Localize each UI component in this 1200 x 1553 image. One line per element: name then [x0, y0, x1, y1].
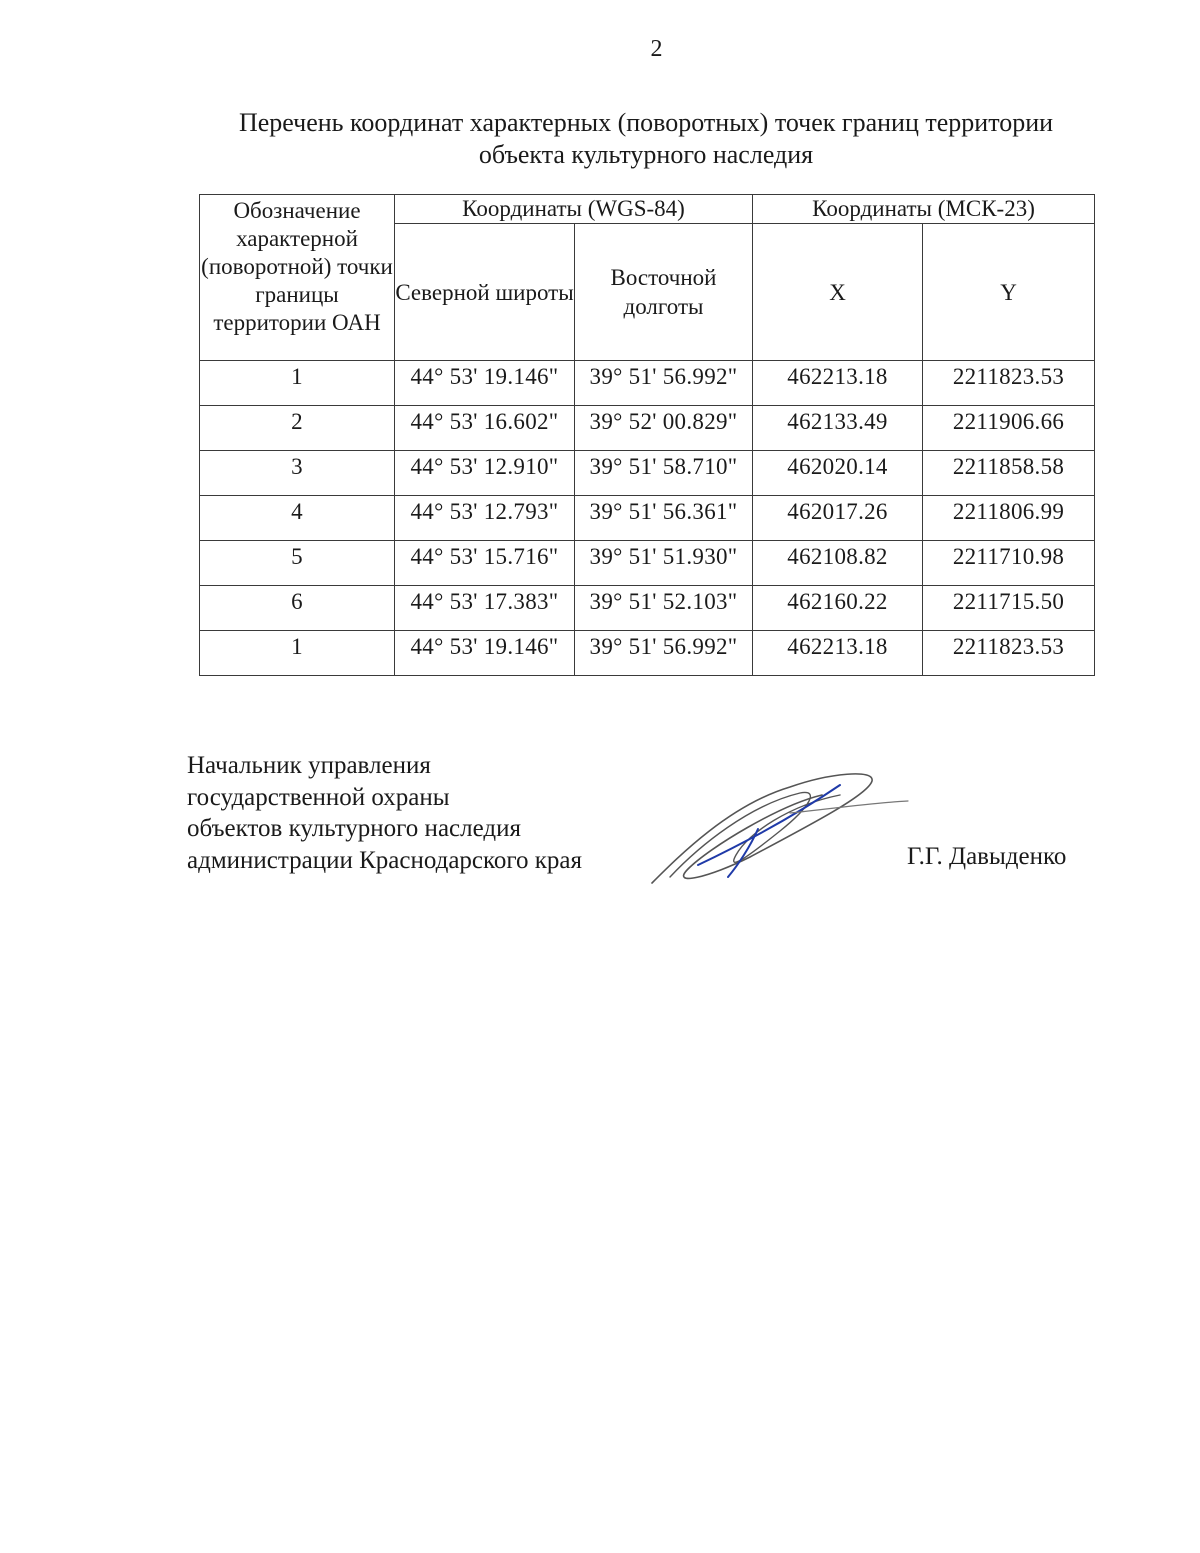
- cell-latitude: 44° 53' 19.146": [395, 631, 575, 676]
- table-row: [200, 496, 1095, 541]
- cell-longitude: 39° 51' 52.103": [575, 586, 753, 631]
- cell-longitude: 39° 51' 56.992": [575, 631, 753, 676]
- cell-point: 2: [200, 406, 395, 451]
- coordinates-table: [199, 194, 1095, 676]
- cell-longitude: 39° 51' 56.361": [575, 496, 753, 541]
- header-longitude: Восточной долготы: [575, 224, 753, 361]
- cell-point: 1: [200, 631, 395, 676]
- cell-latitude: 44° 53' 12.910": [395, 451, 575, 496]
- cell-x: 462020.14: [753, 451, 923, 496]
- cell-point: 1: [200, 361, 395, 406]
- table-row: [200, 631, 1095, 676]
- header-x: X: [753, 224, 923, 361]
- cell-y: 2211715.50: [923, 586, 1095, 631]
- header-latitude: Северной широты: [395, 224, 575, 361]
- title-line-1: Перечень координат характерных (поворотных) точек границ территории: [238, 108, 1054, 137]
- position-line-1: Начальник управления: [187, 752, 431, 779]
- handwritten-signature-icon: [640, 765, 920, 895]
- cell-point: 3: [200, 451, 395, 496]
- position-line-4: администрации Краснодарского края: [187, 846, 583, 874]
- cell-longitude: 39° 51' 51.930": [575, 541, 753, 586]
- document-title: [200, 107, 1092, 171]
- cell-point: 6: [200, 586, 395, 631]
- signature-blue-stroke: [698, 785, 840, 877]
- cell-point: 5: [200, 541, 395, 586]
- header-y: Y: [923, 224, 1095, 361]
- signer-name: Г.Г. Давыденко: [907, 843, 1067, 870]
- cell-latitude: 44° 53' 19.146": [395, 361, 575, 406]
- cell-x: 462160.22: [753, 586, 923, 631]
- cell-y: 2211823.53: [923, 361, 1095, 406]
- cell-y: 2211906.66: [923, 406, 1095, 451]
- position-line-3: объектов культурного наследия: [187, 815, 521, 842]
- cell-x: 462017.26: [753, 496, 923, 541]
- cell-latitude: 44° 53' 12.793": [395, 496, 575, 541]
- position-line-2: государственной охраны: [187, 783, 450, 811]
- title-line-2: объекта культурного наследия: [478, 140, 814, 169]
- table-row: [200, 586, 1095, 631]
- cell-latitude: 44° 53' 15.716": [395, 541, 575, 586]
- cell-y: 2211806.99: [923, 496, 1095, 541]
- cell-y: 2211710.98: [923, 541, 1095, 586]
- cell-y: 2211858.58: [923, 451, 1095, 496]
- cell-y: 2211823.53: [923, 631, 1095, 676]
- cell-x: 462213.18: [753, 631, 923, 676]
- table-row: [200, 406, 1095, 451]
- signatory-position: [187, 750, 582, 876]
- table-row: [200, 451, 1095, 496]
- cell-longitude: 39° 51' 56.992": [575, 361, 753, 406]
- page-number: 2: [650, 36, 663, 62]
- table-header-row: [200, 195, 1095, 224]
- header-msk23-group: Координаты (МСК-23): [753, 195, 1095, 224]
- table-row: [200, 541, 1095, 586]
- header-point-designation: Обозначение характерной (поворотной) точки границы территории ОАН: [200, 195, 395, 361]
- cell-latitude: 44° 53' 16.602": [395, 406, 575, 451]
- cell-point: 4: [200, 496, 395, 541]
- cell-x: 462133.49: [753, 406, 923, 451]
- table-row: [200, 361, 1095, 406]
- cell-longitude: 39° 52' 00.829": [575, 406, 753, 451]
- cell-longitude: 39° 51' 58.710": [575, 451, 753, 496]
- cell-latitude: 44° 53' 17.383": [395, 586, 575, 631]
- cell-x: 462108.82: [753, 541, 923, 586]
- header-wgs84-group: Координаты (WGS-84): [395, 195, 753, 224]
- cell-x: 462213.18: [753, 361, 923, 406]
